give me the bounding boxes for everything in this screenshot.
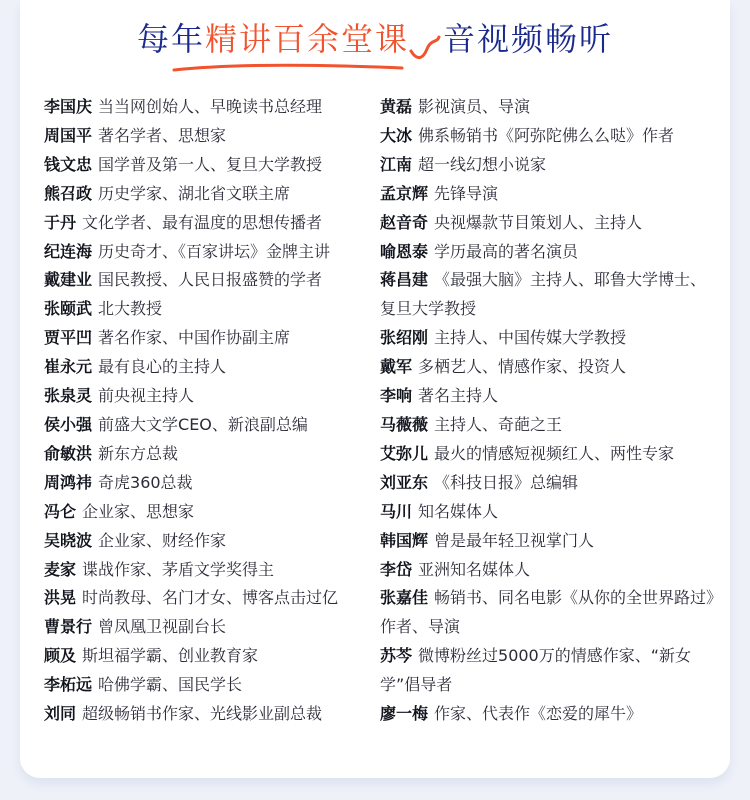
person-name: 喻恩泰 bbox=[380, 241, 429, 261]
person-name: 韩国辉 bbox=[380, 530, 429, 550]
person-name: 冯仑 bbox=[44, 501, 77, 521]
person-description: 佛系畅销书《阿弥陀佛么么哒》作者 bbox=[418, 125, 675, 145]
person-description: 国民教授、人民日报盛赞的学者 bbox=[98, 270, 323, 290]
person-name: 苏芩 bbox=[380, 646, 413, 666]
person-entry bbox=[380, 469, 720, 498]
person-name: 马川 bbox=[380, 501, 413, 521]
person-description: 新东方总裁 bbox=[98, 443, 179, 463]
person-entry bbox=[380, 151, 720, 180]
person-description: 奇虎360总裁 bbox=[98, 472, 193, 492]
person-description: 主持人、中国传媒大学教授 bbox=[434, 328, 627, 348]
person-description: 著名学者、思想家 bbox=[98, 125, 227, 145]
person-entry bbox=[44, 266, 374, 295]
person-entry bbox=[44, 209, 374, 238]
person-description: 历史奇才、《百家讲坛》金牌主讲 bbox=[98, 241, 331, 261]
person-description: 著名作家、中国作协副主席 bbox=[98, 328, 291, 348]
person-name: 贾平凹 bbox=[44, 328, 93, 348]
person-name: 崔永元 bbox=[44, 357, 93, 377]
person-description: 著名主持人 bbox=[418, 386, 499, 406]
person-description: 哈佛学霸、国民学长 bbox=[98, 675, 243, 695]
person-description: 超级畅销书作家、光线影业副总裁 bbox=[82, 704, 323, 724]
person-entry bbox=[380, 324, 720, 353]
person-entry bbox=[380, 700, 720, 729]
person-entry bbox=[44, 238, 374, 267]
person-name: 俞敏洪 bbox=[44, 443, 93, 463]
person-name: 戴军 bbox=[380, 357, 413, 377]
person-name: 大冰 bbox=[380, 125, 413, 145]
person-name: 张绍刚 bbox=[380, 328, 429, 348]
person-description: 曾凤凰卫视副台长 bbox=[98, 617, 227, 637]
person-description: 央视爆款节目策划人、主持人 bbox=[434, 212, 643, 232]
person-description: 先锋导演 bbox=[434, 183, 499, 203]
person-entry bbox=[44, 122, 374, 151]
person-entry bbox=[380, 122, 720, 151]
heading-underline-icon bbox=[170, 60, 410, 76]
person-name: 曹景行 bbox=[44, 617, 93, 637]
person-description: 最火的情感短视频红人、两性专家 bbox=[434, 443, 675, 463]
person-description: 《最强大脑》主持人、耶鲁大学博士、复旦大学教授 bbox=[380, 270, 707, 319]
person-description: 微博粉丝过5000万的情感作家、“新女学”倡导者 bbox=[380, 646, 692, 695]
person-entry bbox=[380, 527, 720, 556]
person-name: 顾及 bbox=[44, 646, 77, 666]
person-description: 影视演员、导演 bbox=[418, 97, 531, 116]
person-name: 麦家 bbox=[44, 559, 77, 579]
person-name: 刘亚东 bbox=[380, 472, 429, 492]
person-entry bbox=[380, 180, 720, 209]
person-description: 企业家、思想家 bbox=[82, 501, 195, 521]
person-description: 最有良心的主持人 bbox=[98, 357, 227, 377]
person-description: 曾是最年轻卫视掌门人 bbox=[434, 530, 595, 550]
person-description: 多栖艺人、情感作家、投资人 bbox=[418, 357, 627, 377]
person-name: 李响 bbox=[380, 386, 413, 406]
person-entry bbox=[44, 700, 374, 729]
person-description: 作家、代表作《恋爱的犀牛》 bbox=[434, 704, 643, 724]
person-entry bbox=[44, 353, 374, 382]
right-column bbox=[380, 93, 720, 729]
person-name: 张颐武 bbox=[44, 299, 93, 319]
person-name: 洪晃 bbox=[44, 588, 77, 608]
person-entry bbox=[380, 209, 720, 238]
swoosh-decoration-icon bbox=[409, 21, 443, 61]
person-description: 学历最高的著名演员 bbox=[434, 241, 579, 261]
person-name: 侯小强 bbox=[44, 414, 93, 434]
person-entry bbox=[44, 382, 374, 411]
person-description: 文化学者、最有温度的思想传播者 bbox=[82, 212, 323, 232]
person-description: 超一线幻想小说家 bbox=[418, 154, 547, 174]
heading-part-1: 每年 bbox=[136, 20, 205, 58]
person-name: 戴建业 bbox=[44, 270, 93, 290]
person-description: 知名媒体人 bbox=[418, 501, 499, 521]
person-name: 赵音奇 bbox=[380, 212, 429, 232]
person-name: 马薇薇 bbox=[380, 414, 429, 434]
person-entry bbox=[44, 498, 374, 527]
heading-highlight: 精讲百余堂课 bbox=[204, 20, 409, 58]
person-description: 企业家、财经作家 bbox=[98, 530, 227, 550]
person-name: 钱文忠 bbox=[44, 154, 93, 174]
person-entry bbox=[44, 295, 374, 324]
person-entry bbox=[44, 469, 374, 498]
person-name: 刘同 bbox=[44, 704, 77, 724]
person-description: 畅销书、同名电影《从你的全世界路过》作者、导演 bbox=[380, 588, 715, 637]
person-name: 孟京辉 bbox=[380, 183, 429, 203]
person-entry bbox=[44, 93, 374, 122]
person-name: 蒋昌建 bbox=[380, 270, 429, 290]
person-description: 当当网创始人、早晚读书总经理 bbox=[98, 97, 323, 116]
person-name: 李国庆 bbox=[44, 97, 93, 116]
person-entry bbox=[380, 440, 720, 469]
person-name: 艾弥儿 bbox=[380, 443, 429, 463]
person-entry bbox=[380, 584, 720, 642]
person-entry bbox=[44, 556, 374, 585]
person-name: 熊召政 bbox=[44, 183, 93, 203]
person-description: 斯坦福学霸、创业教育家 bbox=[82, 646, 259, 666]
person-name: 江南 bbox=[380, 154, 413, 174]
person-entry bbox=[380, 93, 720, 122]
person-entry bbox=[380, 498, 720, 527]
person-entry bbox=[44, 151, 374, 180]
person-entry bbox=[44, 324, 374, 353]
person-name: 纪连海 bbox=[44, 241, 93, 261]
person-name: 周国平 bbox=[44, 125, 93, 145]
person-entry bbox=[380, 266, 720, 324]
person-name: 廖一梅 bbox=[380, 704, 429, 724]
person-entry bbox=[44, 180, 374, 209]
person-description: 亚洲知名媒体人 bbox=[418, 559, 531, 579]
person-name: 张泉灵 bbox=[44, 386, 93, 406]
person-description: 《科技日报》总编辑 bbox=[434, 472, 579, 492]
person-name: 黄磊 bbox=[380, 97, 413, 116]
person-entry bbox=[44, 671, 374, 700]
person-name: 张嘉佳 bbox=[380, 588, 429, 608]
person-entry bbox=[380, 642, 720, 700]
person-entry bbox=[380, 353, 720, 382]
person-description: 主持人、奇葩之王 bbox=[434, 414, 563, 434]
person-entry bbox=[44, 411, 374, 440]
person-name: 于丹 bbox=[44, 212, 77, 232]
person-name: 周鸿祎 bbox=[44, 472, 93, 492]
person-description: 历史学家、湖北省文联主席 bbox=[98, 183, 291, 203]
person-entry bbox=[380, 382, 720, 411]
person-description: 前央视主持人 bbox=[98, 386, 195, 406]
person-description: 北大教授 bbox=[98, 299, 163, 319]
person-entry bbox=[380, 238, 720, 267]
person-name: 吴晓波 bbox=[44, 530, 93, 550]
person-entry bbox=[44, 613, 374, 642]
person-description: 谍战作家、茅盾文学奖得主 bbox=[82, 559, 275, 579]
left-column bbox=[44, 93, 374, 729]
heading-part-3: 音视频畅听 bbox=[443, 20, 614, 58]
person-entry bbox=[44, 440, 374, 469]
person-entry bbox=[380, 411, 720, 440]
person-entry bbox=[380, 556, 720, 585]
person-entry bbox=[44, 527, 374, 556]
person-entry bbox=[44, 642, 374, 671]
person-description: 前盛大文学CEO、新浪副总编 bbox=[98, 414, 308, 434]
person-name: 李柘远 bbox=[44, 675, 93, 695]
person-entry bbox=[44, 584, 374, 613]
person-description: 时尚教母、名门才女、博客点击过亿 bbox=[82, 588, 339, 608]
person-description: 国学普及第一人、复旦大学教授 bbox=[98, 154, 323, 174]
person-name: 李岱 bbox=[380, 559, 413, 579]
